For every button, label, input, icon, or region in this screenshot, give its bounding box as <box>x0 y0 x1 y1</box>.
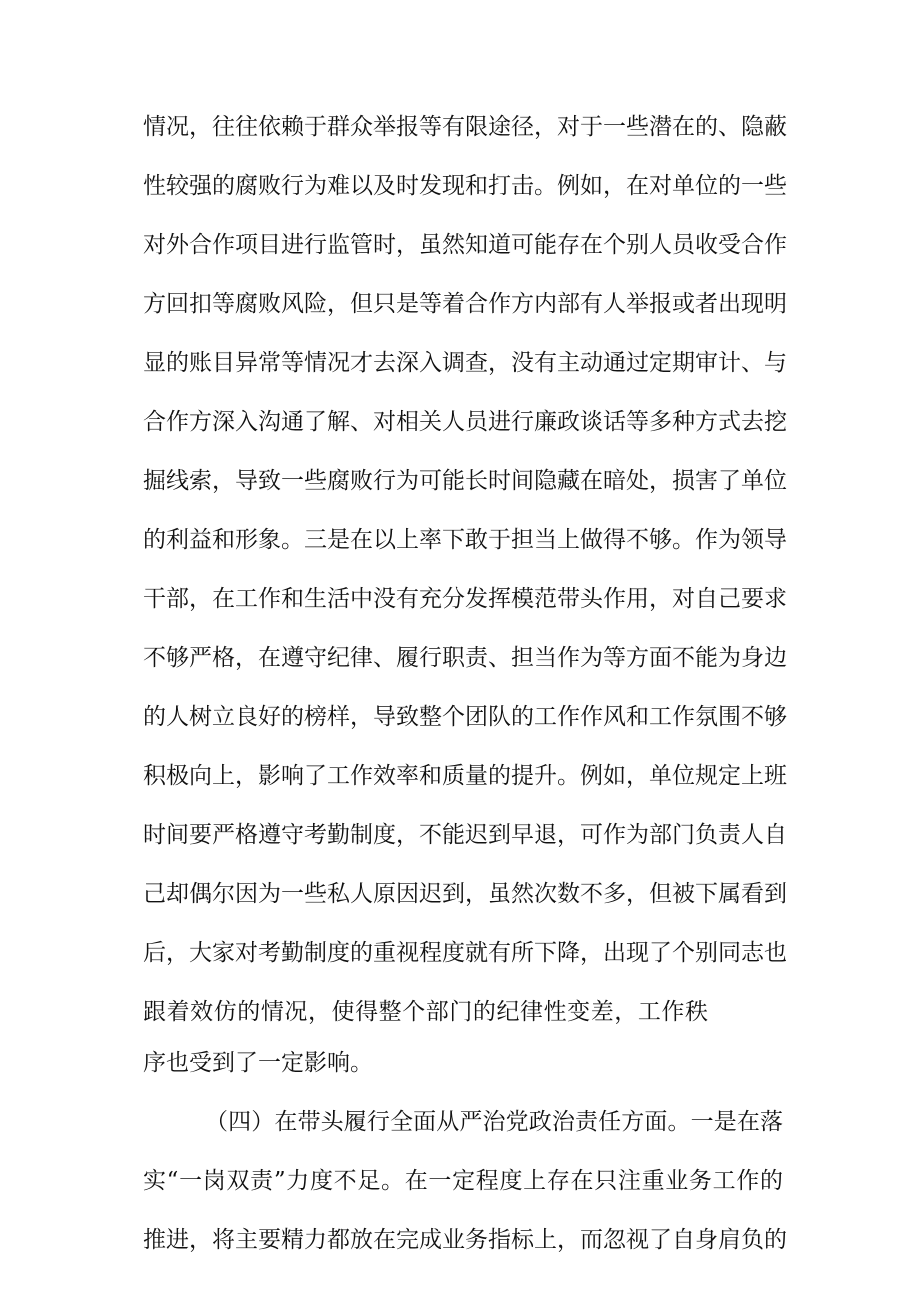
text-line: 合作方深入沟通了解、对相关人员进行廉政谈话等多种方式去挖 <box>143 409 787 435</box>
text-line: 不够严格，在遵守纪律、履行职责、担当作为等方面不能为身边 <box>143 645 787 671</box>
text-line: 掘线索，导致一些腐败行为可能长时间隐藏在暗处，损害了单位 <box>143 468 787 494</box>
text-line: 的利益和形象。三是在以上率下敢于担当上做得不够。作为领导 <box>143 527 787 553</box>
text-line: 跟着效仿的情况，使得整个部门的纪律性变差，工作秩 <box>143 999 708 1025</box>
section-heading-line: （四）在带头履行全面从严治党政治责任方面。一是在落 <box>205 1109 783 1135</box>
text-line: 时间要严格遵守考勤制度，不能迟到早退，可作为部门负责人自 <box>143 822 787 848</box>
text-line: 己却偶尔因为一些私人原因迟到，虽然次数不多，但被下属看到 <box>143 881 787 907</box>
text-line: 实“一岗双责”力度不足。在一定程度上存在只注重业务工作的 <box>143 1168 783 1194</box>
text-line: 显的账目异常等情况才去深入调查，没有主动通过定期审计、与 <box>143 350 787 376</box>
text-line: 积极向上，影响了工作效率和质量的提升。例如，单位规定上班 <box>143 763 787 789</box>
text-line: 方回扣等腐败风险，但只是等着合作方内部有人举报或者出现明 <box>143 291 787 317</box>
text-line: 干部，在工作和生活中没有充分发挥模范带头作用，对自己要求 <box>143 586 787 612</box>
paragraph-end-line: 序也受到了一定影响。 <box>143 1050 373 1076</box>
text-line: 的人树立良好的榜样，导致整个团队的工作作风和工作氛围不够 <box>143 704 787 730</box>
text-line: 情况，往往依赖于群众举报等有限途径，对于一些潜在的、隐蔽 <box>143 114 787 140</box>
text-line: 推进，将主要精力都放在完成业务指标上，而忽视了自身肩负的 <box>143 1227 787 1253</box>
text-line: 后，大家对考勤制度的重视程度就有所下降，出现了个别同志也 <box>143 940 787 966</box>
text-line: 对外合作项目进行监管时，虽然知道可能存在个别人员收受合作 <box>143 232 787 258</box>
text-line: 性较强的腐败行为难以及时发现和打击。例如，在对单位的一些 <box>143 173 787 199</box>
